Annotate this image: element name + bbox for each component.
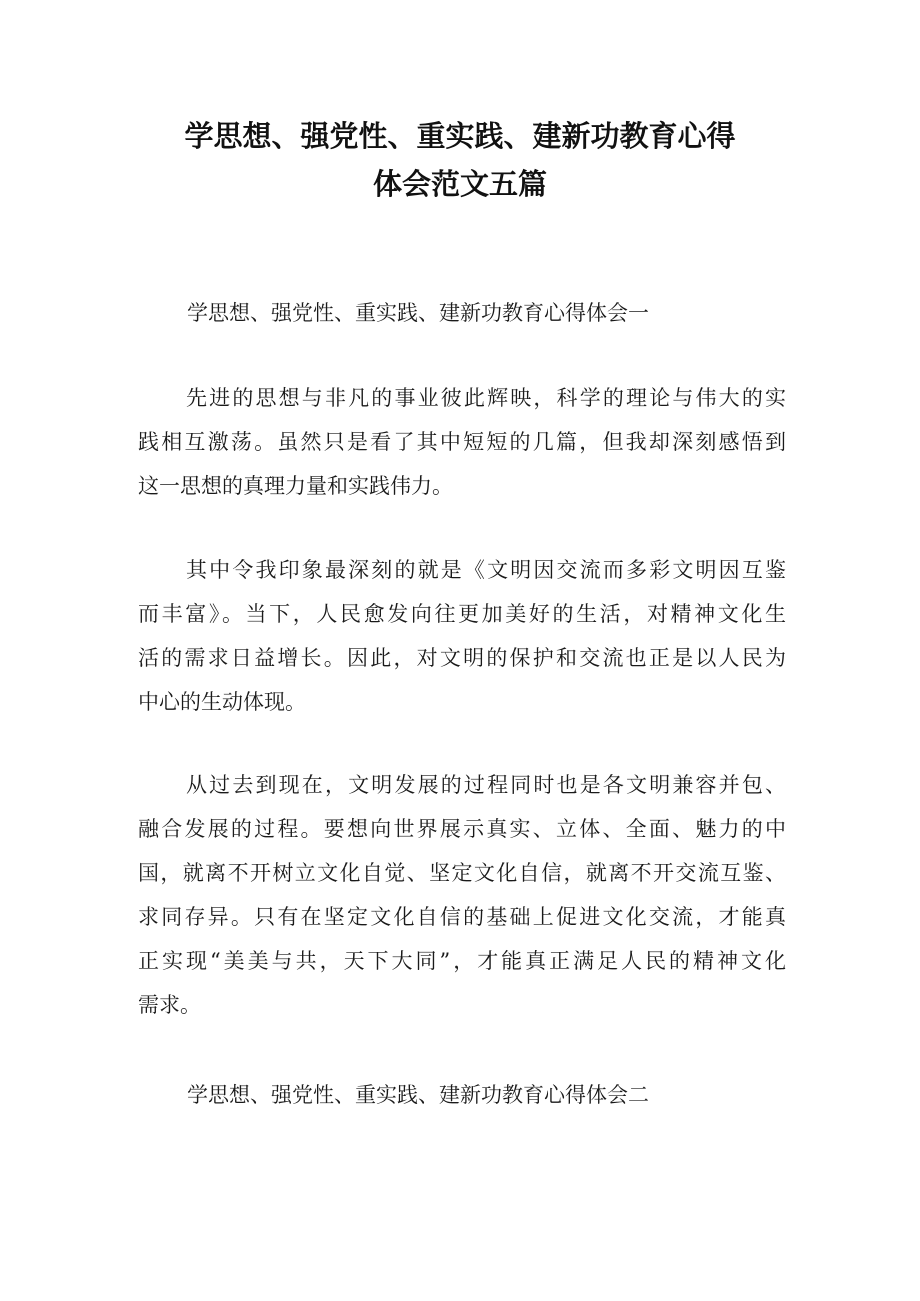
paragraph-line: 这一思想的真理力量和实践伟力。 xyxy=(138,474,453,498)
paragraph-line: 求同存异。只有在坚定文化自信的基础上促进文化交流，才能真 xyxy=(138,905,786,929)
paragraph-line: 先进的思想与非凡的事业彼此辉映，科学的理论与伟大的实 xyxy=(186,386,786,410)
paragraph-line: 需求。 xyxy=(138,993,201,1017)
paragraph-line: 从过去到现在，文明发展的过程同时也是各文明兼容并包、 xyxy=(186,773,786,797)
section-heading-1: 学思想、强党性、重实践、建新功教育心得体会一 xyxy=(187,301,649,325)
paragraph-line: 活的需求日益增长。因此，对文明的保护和交流也正是以人民为 xyxy=(138,646,786,670)
paragraph-line: 中心的生动体现。 xyxy=(138,690,306,714)
document-title-line-1: 学思想、强党性、重实践、建新功教育心得 xyxy=(184,119,736,153)
section-heading-2: 学思想、强党性、重实践、建新功教育心得体会二 xyxy=(187,1083,649,1107)
paragraph-line: 而丰富》。当下，人民愈发向往更加美好的生活，对精神文化生 xyxy=(138,602,786,626)
paragraph-3 xyxy=(138,763,786,1027)
paragraph-line: 正实现“美美与共，天下大同”，才能真正满足人民的精神文化 xyxy=(138,949,786,973)
paragraph-line: 其中令我印象最深刻的就是《文明因交流而多彩文明因互鉴 xyxy=(186,558,786,582)
paragraph-1 xyxy=(138,376,786,508)
document-title-line-2: 体会范文五篇 xyxy=(372,167,547,201)
paragraph-2 xyxy=(138,548,786,724)
paragraph-line: 践相互激荡。虽然只是看了其中短短的几篇，但我却深刻感悟到 xyxy=(138,430,786,454)
paragraph-line: 融合发展的过程。要想向世界展示真实、立体、全面、魅力的中 xyxy=(138,817,786,841)
paragraph-line: 国，就离不开树立文化自觉、坚定文化自信，就离不开交流互鉴、 xyxy=(138,861,786,885)
